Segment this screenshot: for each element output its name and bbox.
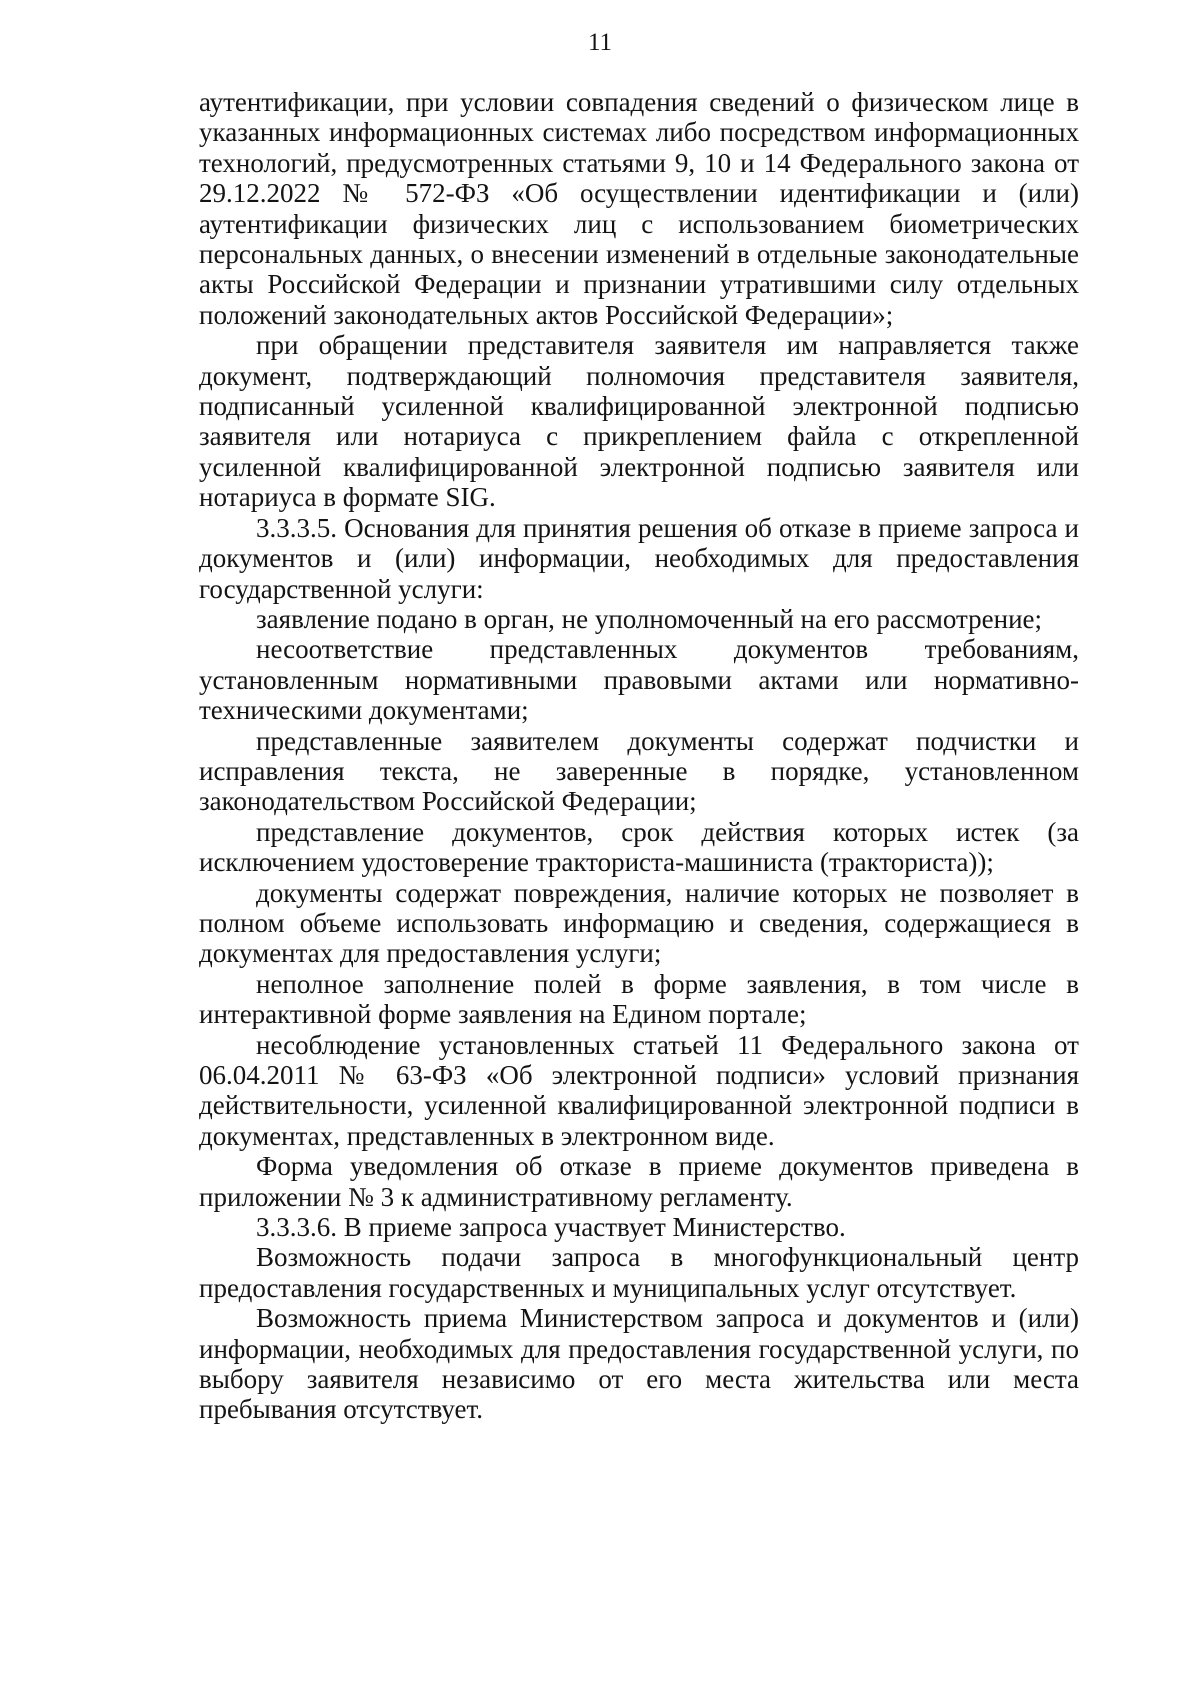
paragraph-extraterritorial: Возможность приема Министерством запроса и документов и (или) информации, необходимых для предоставления государственной услуги, по выбору заявителя независимо от его места жительства или места пребывания отсутствует. <box>199 1303 1079 1425</box>
paragraph-mfc-submission: Возможность подачи запроса в многофункциональный центр предоставления государственных и муниципальных услуг отсутствует. <box>199 1242 1079 1303</box>
document-body <box>199 87 1079 1425</box>
paragraph-section-3-3-3-6: 3.3.3.6. В приеме запроса участвует Министерство. <box>256 1212 846 1243</box>
list-item-expired-documents: представление документов, срок действия которых истек (за исключением удостоверение тракториста-машиниста (тракториста)); <box>199 816 1079 878</box>
list-item-signature-noncompliance: несоблюдение установленных статьей 11 Федерального закона от 06.04.2011 № 63-ФЗ «Об электронной подписи» условий признания действительности, усиленной квалифицированной электронной подписи в документах, представленных в электронном виде. <box>199 1029 1079 1151</box>
paragraph-section-3-3-3-5: 3.3.3.5. Основания для принятия решения об отказе в приеме запроса и документов и (или) информации, необходимых для предоставления государственной услуги: <box>199 512 1079 604</box>
paragraph-authentication-continuation: аутентификации, при условии совпадения сведений о физическом лице в указанных информационных системах либо посредством информационных технологий, предусмотренных статьями 9, 10 и 14 Федерального закона от 29.12.2022 № 572-ФЗ «Об осуществлении идентификации и (или) аутентификации физических лиц с использованием биометрических персональных данных, о внесении изменений в отдельные законодательные акты Российской Федерации и признании утратившими силу отдельных положений законодательных актов Российской Федерации»; <box>199 87 1079 330</box>
list-item-wrong-authority: заявление подано в орган, не уполномоченный на его рассмотрение; <box>256 603 1043 634</box>
page-number: 11 <box>587 29 613 56</box>
paragraph-representative: при обращении представителя заявителя им направляется также документ, подтверждающий полномочия представителя заявителя, подписанный усиленной квалифицированной электронной подписью заявителя или нотариуса с прикреплением файла с открепленной усиленной квалифицированной электронной подписью заявителя или нотариуса в формате SIG. <box>199 330 1079 513</box>
list-item-incomplete-form: неполное заполнение полей в форме заявления, в том числе в интерактивной форме заявления на Едином портале; <box>199 968 1079 1030</box>
list-item-damaged-documents: документы содержат повреждения, наличие которых не позволяет в полном объеме использовать информацию и сведения, содержащиеся в документах для предоставления услуги; <box>199 877 1079 969</box>
list-item-corrections: представленные заявителем документы содержат подчистки и исправления текста, не заверенные в порядке, установленном законодательством Российской Федерации; <box>199 725 1079 817</box>
paragraph-refusal-form: Форма уведомления об отказе в приеме документов приведена в приложении № 3 к административному регламенту. <box>199 1151 1079 1212</box>
list-item-requirements-mismatch: несоответствие представленных документов требованиям, установленным нормативными правовыми актами или нормативно-техническими документами; <box>199 634 1079 726</box>
